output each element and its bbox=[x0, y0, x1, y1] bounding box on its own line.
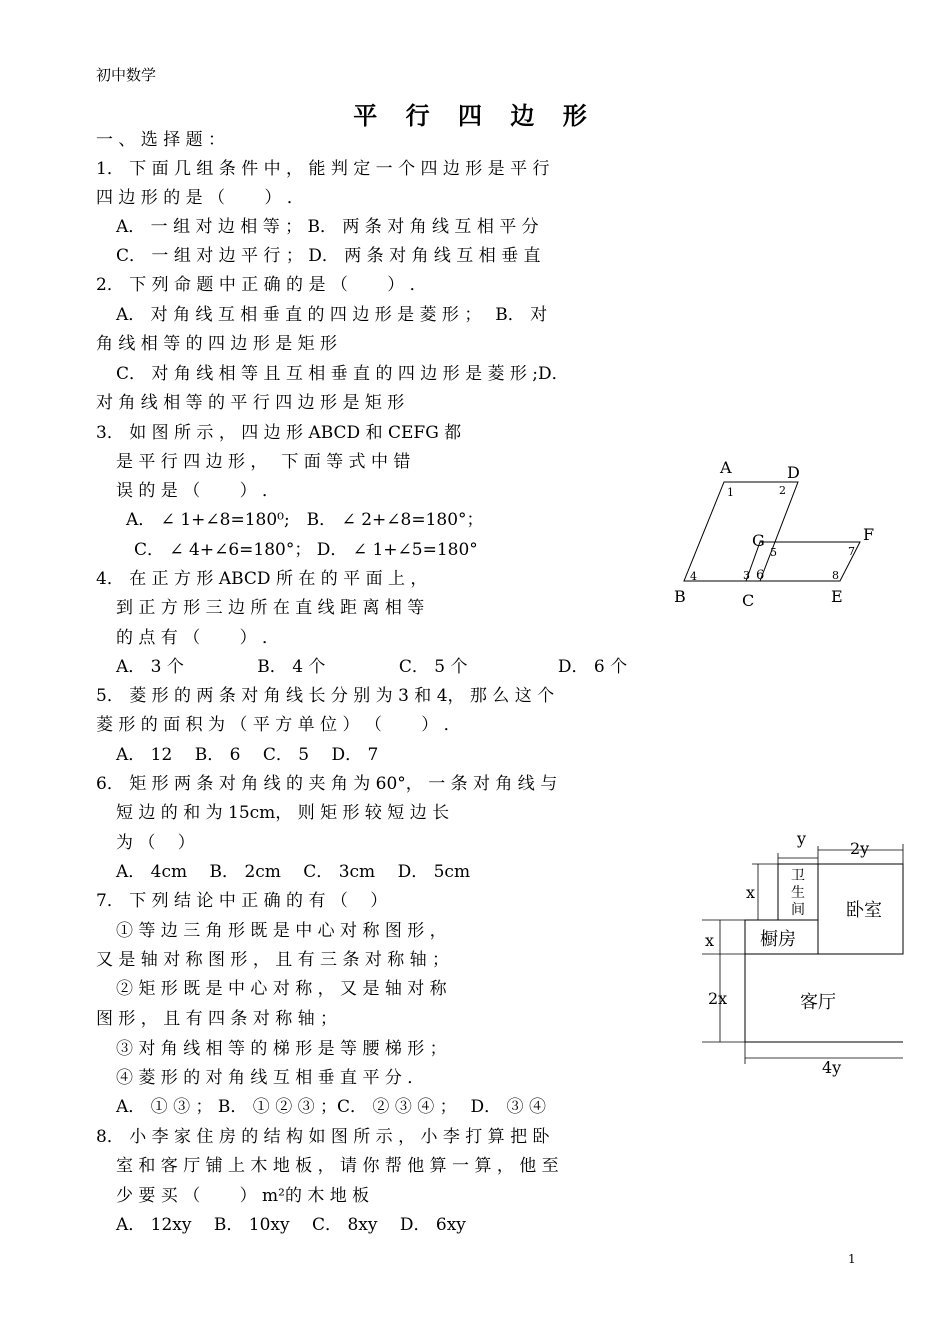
q2-stem: 2． 下 列 命 题 中 正 确 的 是 （ ） ． bbox=[96, 275, 427, 295]
q6-options: A． 4cm B． 2cm C． 3cm D． 5cm bbox=[116, 862, 471, 882]
q4-stem-line3: 的 点 有 （ ） ． bbox=[116, 628, 280, 648]
angle-1: 1 bbox=[727, 486, 734, 499]
page-title: 平 行 四 边 形 bbox=[353, 101, 597, 130]
label-a: A bbox=[720, 458, 732, 477]
angle-2: 2 bbox=[779, 484, 786, 497]
angle-8: 8 bbox=[832, 569, 839, 582]
label-d: D bbox=[787, 463, 800, 482]
q5-stem-line1: 5． 菱 形 的 两 条 对 角 线 长 分 别 为 3 和 4， 那 么 这 个 bbox=[96, 686, 555, 706]
q2-options-line1: A． 对 角 线 互 相 垂 直 的 四 边 形 是 菱 形 ； B． 对 bbox=[116, 305, 548, 325]
angle-4: 4 bbox=[690, 570, 697, 583]
q2-options-line3: C． 对 角 线 相 等 且 互 相 垂 直 的 四 边 形 是 菱 形 ;D． bbox=[116, 364, 569, 384]
q3-options-cd: C． ∠ 4+∠6=180°； D． ∠ 1+∠5=180° bbox=[134, 540, 478, 560]
q1-stem-line2: 四 边 形 的 是 （ ） ． bbox=[96, 188, 304, 208]
floor-plan-figure bbox=[700, 828, 905, 1078]
q3-options-ab: A． ∠ 1+∠8=180⁰; B． ∠ 2+∠8=180°； bbox=[126, 510, 484, 530]
q7-item1-line1: ① 等 边 三 角 形 既 是 中 心 对 称 图 形 ， bbox=[116, 921, 447, 941]
q4-stem-line1: 4． 在 正 方 形 ABCD 所 在 的 平 面 上 ， bbox=[96, 569, 428, 589]
dim-2x: 2x bbox=[708, 989, 728, 1008]
q6-stem-line3: 为 （ ） bbox=[116, 833, 195, 853]
q7-item3: ③ 对 角 线 相 等 的 梯 形 是 等 腰 梯 形 ； bbox=[116, 1039, 447, 1059]
q4-options: A． 3 个 B． 4 个 C． 5 个 D． 6 个 bbox=[116, 657, 628, 677]
q8-stem-line1: 8． 小 李 家 住 房 的 结 构 如 图 所 示 ， 小 李 打 算 把 卧 bbox=[96, 1127, 550, 1147]
q7-stem: 7． 下 列 结 论 中 正 确 的 有 （ ） bbox=[96, 891, 388, 911]
q8-stem-line3: 少 要 买 （ ） m²的 木 地 板 bbox=[116, 1186, 370, 1206]
label-f: F bbox=[863, 525, 875, 544]
q2-options-line2: 角 线 相 等 的 四 边 形 是 矩 形 bbox=[96, 334, 338, 354]
q6-stem-line1: 6． 矩 形 两 条 对 角 线 的 夹 角 为 60°， 一 条 对 角 线 与 bbox=[96, 774, 558, 794]
bathroom-label-3: 间 bbox=[791, 902, 805, 918]
angle-6: 6 bbox=[756, 568, 765, 583]
section-heading: 一 、 选 择 题 ： bbox=[96, 130, 226, 150]
bedroom-label: 卧室 bbox=[846, 900, 882, 921]
q8-options: A． 12xy B． 10xy C． 8xy D． 6xy bbox=[116, 1215, 466, 1235]
q7-item1-line2: 又 是 轴 对 称 图 形 ， 且 有 三 条 对 称 轴 ； bbox=[96, 950, 450, 970]
q7-options: A． ① ③ ； B． ① ② ③ ；C． ② ③ ④ ； D． ③ ④ bbox=[116, 1097, 546, 1117]
bathroom-label-1: 卫 bbox=[791, 868, 805, 884]
kitchen-label: 橱房 bbox=[760, 929, 796, 950]
angle-5: 5 bbox=[770, 546, 777, 559]
q4-stem-line2: 到 正 方 形 三 边 所 在 直 线 距 离 相 等 bbox=[116, 598, 425, 618]
q1-stem-line1: 1． 下 面 几 组 条 件 中 ， 能 判 定 一 个 四 边 形 是 平 行 bbox=[96, 159, 550, 179]
q1-options-cd: C． 一 组 对 边 平 行 ； D． 两 条 对 角 线 互 相 垂 直 bbox=[116, 246, 541, 266]
angle-7: 7 bbox=[848, 545, 855, 558]
bathroom-label-2: 生 bbox=[791, 885, 805, 901]
angle-3: 3 bbox=[743, 569, 750, 582]
parallelogram-figure bbox=[660, 450, 880, 620]
header-subject: 初中数学 bbox=[96, 66, 157, 84]
q6-stem-line2: 短 边 的 和 为 15cm， 则 矩 形 较 短 边 长 bbox=[116, 803, 450, 823]
dim-2y: 2y bbox=[850, 839, 870, 858]
q7-item2-line1: ② 矩 形 既 是 中 心 对 称 ， 又 是 轴 对 称 bbox=[116, 979, 447, 999]
q8-stem-line2: 室 和 客 厅 铺 上 木 地 板 ， 请 你 帮 他 算 一 算 ， 他 至 bbox=[116, 1156, 559, 1176]
label-c: C bbox=[742, 591, 755, 610]
q3-stem-line2: 是 平 行 四 边 形 ， 下 面 等 式 中 错 bbox=[116, 452, 411, 472]
q1-options-ab: A． 一 组 对 边 相 等 ； B． 两 条 对 角 线 互 相 平 分 bbox=[116, 217, 539, 237]
q3-stem-line3: 误 的 是 （ ） ． bbox=[116, 481, 280, 501]
dim-y: y bbox=[797, 829, 807, 848]
label-b: B bbox=[674, 587, 686, 606]
page-number: 1 bbox=[848, 1252, 856, 1266]
q2-options-line4: 对 角 线 相 等 的 平 行 四 边 形 是 矩 形 bbox=[96, 393, 405, 413]
label-g: G bbox=[752, 531, 765, 550]
label-e: E bbox=[831, 587, 843, 606]
q7-item2-line2: 图 形 ， 且 有 四 条 对 称 轴 ； bbox=[96, 1009, 338, 1029]
q5-stem-line2: 菱 形 的 面 积 为 （ 平 方 单 位 ） （ ） ． bbox=[96, 715, 461, 735]
q3-stem-line1: 3． 如 图 所 示 ， 四 边 形 ABCD 和 CEFG 都 bbox=[96, 423, 462, 443]
dim-x-top: x bbox=[746, 883, 756, 902]
dim-4y: 4y bbox=[822, 1058, 842, 1077]
living-room-label: 客厅 bbox=[800, 992, 836, 1013]
q7-item4: ④ 菱 形 的 对 角 线 互 相 垂 直 平 分 ． bbox=[116, 1068, 425, 1088]
q5-options: A． 12 B． 6 C． 5 D． 7 bbox=[116, 745, 379, 765]
dim-x-mid: x bbox=[705, 931, 715, 950]
